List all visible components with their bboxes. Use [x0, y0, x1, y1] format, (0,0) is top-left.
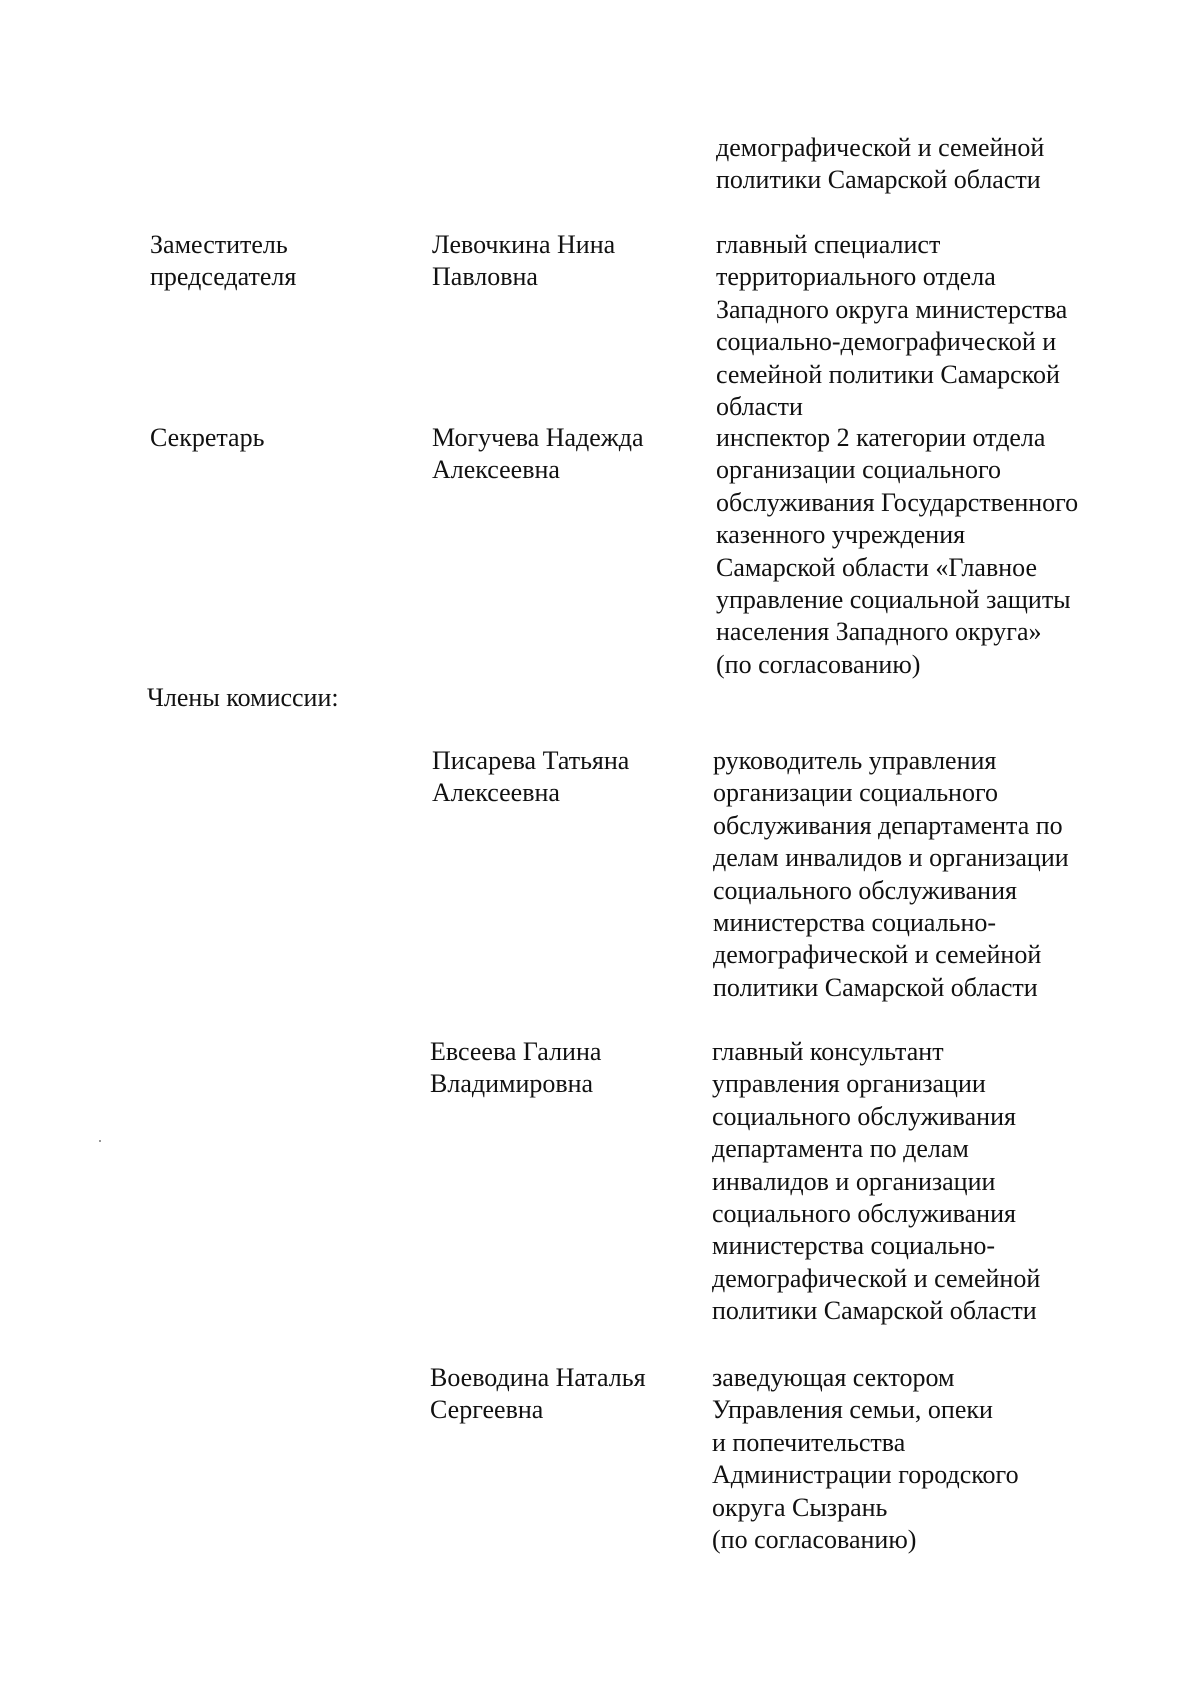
member-position: главный консультант управления организации социального обслуживания департамента по делам инвалидов и организации социального обслуживания министерства социально- демографической и семейной политики Самарской области: [712, 1037, 1041, 1326]
member-position: руководитель управления организации социального обслуживания департамента по делам инвалидов и организации социального обслуживания министерства социально- демографической и семейной политики Самарской области: [713, 746, 1069, 1002]
secretary-role: Секретарь: [150, 423, 265, 452]
member-position: заведующая сектором Управления семьи, опеки и попечительства Администрации городского округа Сызрань (по согласованию): [712, 1363, 1019, 1555]
member-name: Воеводина Наталья Сергеевна: [430, 1363, 646, 1425]
deputy-name: Левочкина Нина Павловна: [432, 230, 616, 292]
secretary-name: Могучева Надежда Алексеевна: [432, 423, 644, 485]
member-name: Писарева Татьяна Алексеевна: [432, 746, 630, 808]
intro-position-text: демографической и семейной политики Самарской области: [716, 133, 1045, 195]
deputy-role: Заместитель председателя: [150, 230, 297, 292]
members-heading: Члены комиссии:: [147, 683, 339, 712]
secretary-position: инспектор 2 категории отдела организации социального обслуживания Государственного казенного учреждения Самарской области «Главное управление социальной защиты населения Западного округа» (по согласованию): [716, 423, 1079, 679]
member-name: Евсеева Галина Владимировна: [430, 1037, 602, 1099]
scan-speck: [99, 1140, 101, 1142]
deputy-position: главный специалист территориального отдела Западного округа министерства социально-демографической и семейной политики Самарской области: [716, 230, 1068, 422]
